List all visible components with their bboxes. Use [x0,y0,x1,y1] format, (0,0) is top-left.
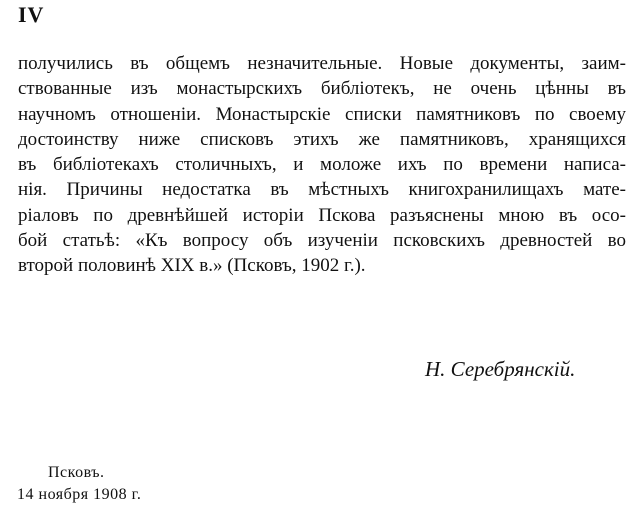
text-line: нія. Причины недостатка въ мѣстныхъ книгохранилищахъ мате- [18,179,626,201]
body-paragraph [18,51,626,279]
author-signature: Н. Серебрянскій. [425,357,576,381]
text-line: второй половинѣ XIX в.» (Псковъ, 1902 г.). [18,255,366,277]
place-line: Псковъ. [48,464,105,481]
text-line: бой статьѣ: «Къ вопросу объ изученіи псковскихъ древностей во [18,230,626,252]
text-line: ріаловъ по древнѣйшей исторіи Пскова разъяснены мною въ осо- [18,204,626,226]
page-number: IV [18,2,45,27]
date-line: 14 ноября 1908 г. [17,486,142,503]
text-line: достоинству ниже списковъ этихъ же памятниковъ, хранящихся [18,128,626,150]
text-line: получились въ общемъ незначительные. Новые документы, заим- [18,53,626,74]
text-line: научномъ отношеніи. Монастырскіе списки памятниковъ по своему [18,103,626,125]
text-line: ствованные изъ монастырскихъ библіотекъ, не очень цѣнны въ [18,78,626,100]
text-line: въ библіотекахъ столичныхъ, и моложе ихъ по времени написа- [18,154,626,176]
